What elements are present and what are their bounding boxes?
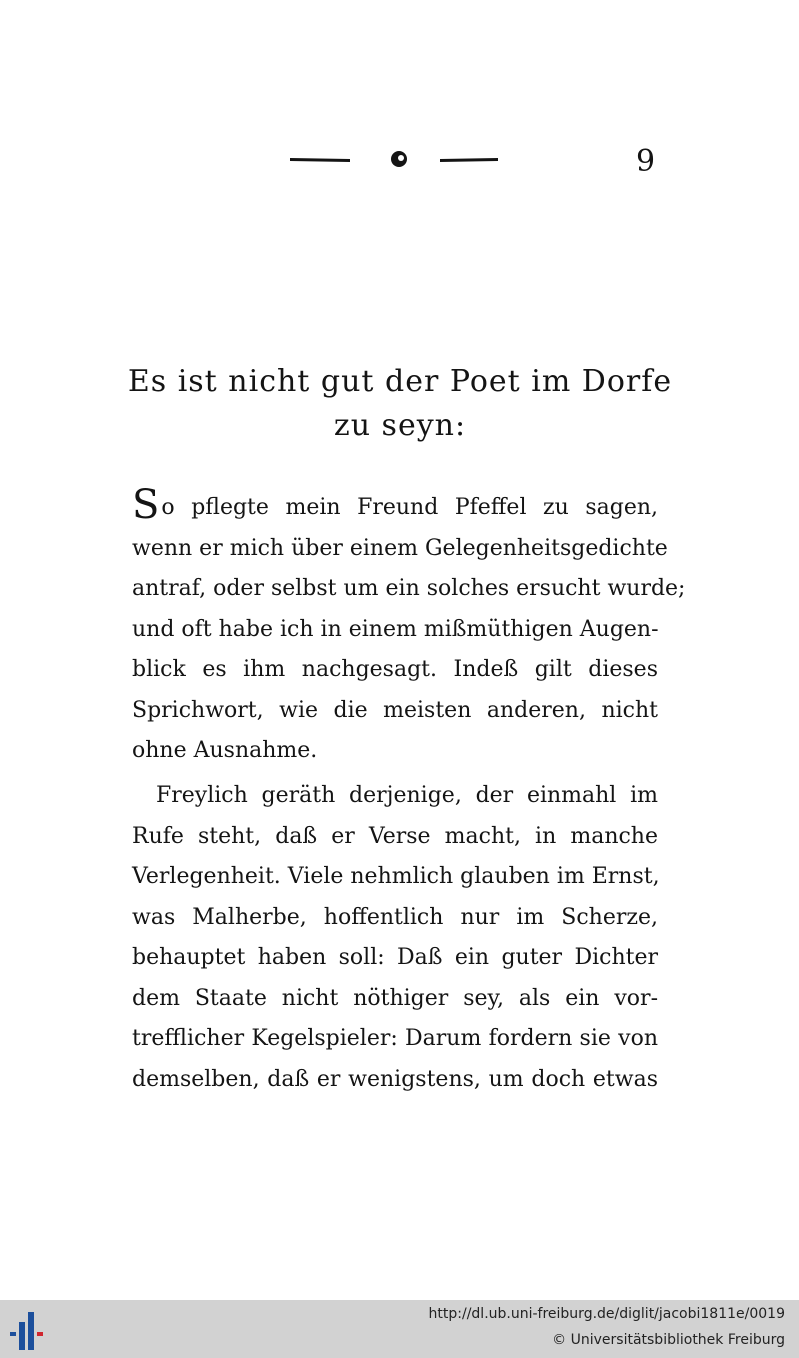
ornament-divider-icon	[288, 148, 503, 172]
text-line: ohne Ausnahme.	[132, 738, 318, 763]
copyright-notice: © Universitätsbibliothek Freiburg	[552, 1332, 785, 1348]
page-number: 9	[636, 144, 656, 179]
drop-cap: S	[132, 482, 160, 528]
text-line: Rufe steht, daß er Verse macht, in manche	[132, 823, 658, 849]
text-line: dem Staate nicht nöthiger sey, als ein vor-	[132, 985, 658, 1011]
text-line: und oft habe ich in einem mißmüthigen Augen-	[132, 616, 659, 642]
text-line: So pflegte mein Freund Pfeffel zu sagen,	[132, 482, 658, 528]
paragraph-2	[132, 776, 658, 1100]
chapter-heading-line-2: zu seyn:	[333, 408, 467, 443]
text-line: blick es ihm nachgesagt. Indeß gilt dieses	[132, 657, 658, 682]
chapter-heading-line-1: Es ist nicht gut der Poet im Dorfe	[127, 364, 673, 399]
ub-freiburg-logo-icon[interactable]	[10, 1310, 48, 1350]
text-line: wenn er mich über einem Gelegenheitsgedichte	[132, 535, 668, 561]
text-line: Verlegenheit. Viele nehmlich glauben im Ernst,	[132, 864, 660, 889]
text-line: was Malherbe, hoffentlich nur im Scherze,	[132, 904, 658, 930]
text-line: Freylich geräth derjenige, der einmahl im	[156, 783, 658, 808]
footer-bar	[0, 1300, 799, 1358]
text-line: Sprichwort, wie die meisten anderen, nicht	[132, 697, 658, 723]
text-line: trefflicher Kegelspieler: Darum fordern sie von	[132, 1026, 658, 1051]
text-line: demselben, daß er wenigstens, um doch etwas	[132, 1066, 658, 1092]
source-url[interactable]: http://dl.ub.uni-freiburg.de/diglit/jacobi1811e/0019	[428, 1306, 785, 1322]
text-line: antraf, oder selbst um ein solches ersucht wurde;	[132, 576, 686, 601]
text-line: behauptet haben soll: Daß ein guter Dichter	[132, 945, 658, 970]
paragraph-1	[132, 482, 686, 772]
